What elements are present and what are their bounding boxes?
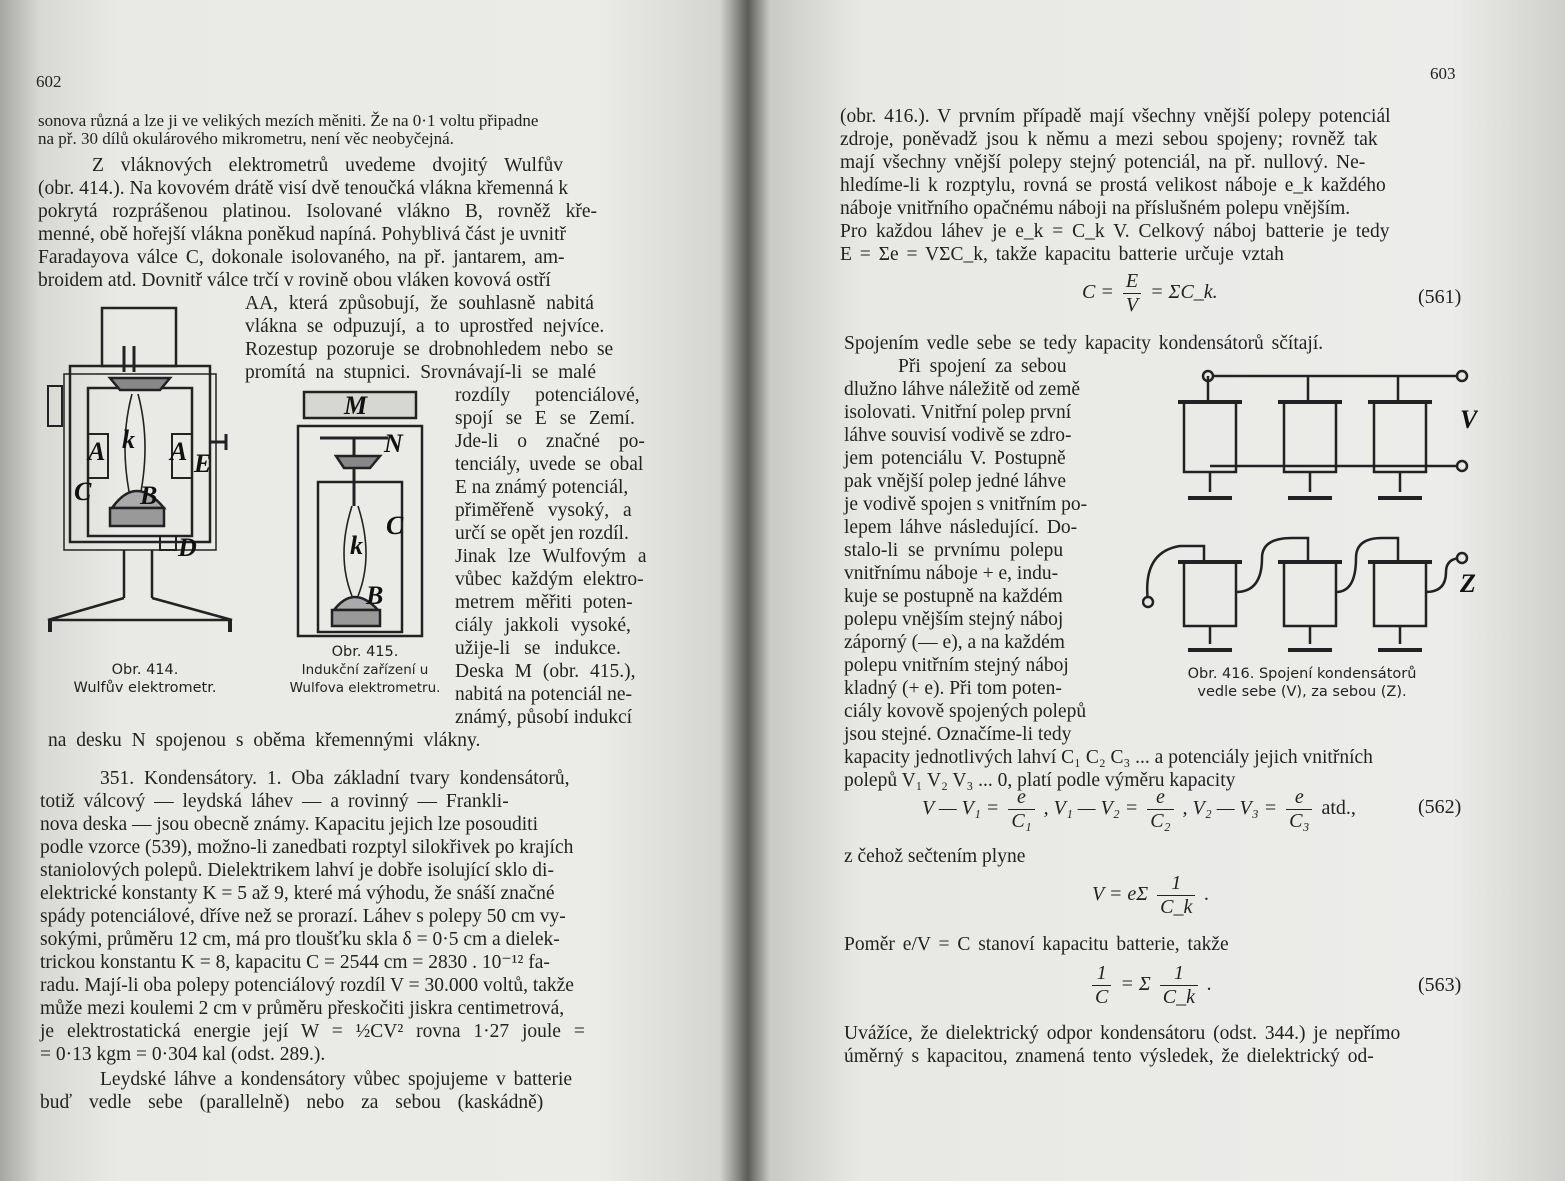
text-line: vlákna se odpuzují, a to uprostřed nejvíce. (245, 316, 605, 337)
text-line: přiměřeně vysoký, a (455, 500, 632, 521)
text-line: ciály jakkoli vysoké, (455, 615, 631, 636)
text-line: sokými, průměru 12 cm, má pro tloušťku skla δ = 0·5 cm a dielek- (40, 929, 560, 950)
eq563-mid: = Σ (1120, 973, 1151, 996)
text-line: staniolových polepů. Dielektrikem lahví je dobře isolující sklo di- (40, 860, 554, 881)
right-page (752, 0, 1565, 1181)
fig414-label-k: k (122, 425, 135, 454)
text-line: radu. Mají-li oba polepy potenciálový rozdíl V = 30.000 voltů, takže (40, 975, 574, 996)
text-line: Faradayova válce C, dokonale isolovaného, na př. jantarem, am- (38, 247, 565, 268)
text-line: buď vedle sebe (parallelně) nebo za sebou (kaskádně) (40, 1092, 544, 1113)
text-line: trickou konstantu K = 8, kapacitu C = 2544 cm = 2830 . 10⁻¹² fa- (40, 952, 550, 973)
equation-561 (1082, 270, 1218, 317)
eqsum-num: 1 (1157, 872, 1195, 896)
text-line: elektrické konstanty K = 5 až 9, které má výhodu, že snáší značné (40, 883, 555, 904)
text-line: Při spojení za sebou (898, 356, 1067, 377)
text-line: (obr. 416.). V prvním případě mají všechny vnější polepy potenciál (840, 106, 1391, 127)
text-line: nova deska — jsou obecně známy. Kapacitu jejich lze posouditi (40, 814, 539, 835)
eq561-num: E (1123, 270, 1141, 294)
page-number-left: 602 (36, 72, 62, 91)
text-line: E na známý potenciál, (455, 477, 629, 498)
eqsum-den: C_k (1160, 896, 1193, 918)
text-line: záporný (— e), a na každém (844, 632, 1065, 653)
eq562-f1-den: C₁ (1011, 810, 1032, 832)
text-line: jsou stejné. Označíme-li tedy (844, 724, 1072, 745)
eq563-den1: C (1095, 986, 1109, 1008)
text-line: zdroje, poněvadž jsou k němu a mezi sebou spojeny; rovněž tak (840, 129, 1378, 150)
text-line: náboje vnitřního opačnému náboji na příslušném polepu vnějším. (840, 198, 1351, 219)
eq563-tail: . (1206, 973, 1212, 996)
text-line: = 0·13 kgm = 0·304 kal (odst. 289.). (40, 1044, 326, 1065)
eq562-number: (562) (1418, 796, 1462, 818)
fig416-caption-title: Obr. 416. Spojení kondensátorů (1187, 666, 1417, 682)
eq563-num2: 1 (1160, 962, 1198, 986)
text-line: známý, působí indukcí (455, 707, 633, 728)
text-line: E = Σe = VΣC_k, takže kapacitu batterie určuje vztah (840, 244, 1284, 265)
text-line: mají všechny vnější polepy stejný potenciál, na př. nullový. Ne- (840, 152, 1366, 173)
text-line: úměrný s kapacitou, znamená tento výsledek, že dielektrický od- (844, 1046, 1374, 1067)
fig414-label-A: A (88, 437, 106, 466)
text-line: láhve souvisí vodivě se zdro- (844, 425, 1072, 446)
fig414-label-E: E (194, 449, 212, 478)
text-line: je vodivě spojen s vnitřním po- (844, 494, 1088, 515)
text-line: promítá na stupnici. Srovnávají-li se malé (245, 362, 597, 383)
text-line: určí se opět jen rozdíl. (455, 523, 629, 544)
text-line: Jinak lze Wulfovým a (455, 546, 647, 567)
eq562-tail: atd., (1321, 797, 1356, 820)
fig414-caption-text: Wulfův elektrometr. (73, 680, 217, 696)
fig-416-capacitor-connections (1142, 362, 1478, 658)
text-line: na desku N spojenou s oběma křemennými vlákny. (48, 730, 481, 751)
equation-562 (922, 786, 1356, 833)
text-line: může mezi koulemi 2 cm v průměru přeskočiti jiskra centimetrová, (40, 998, 565, 1019)
eq562-f1-num: e (1008, 786, 1034, 810)
text-line: z čehož sečtením plyne (844, 846, 1026, 867)
text-line: Uvážíce, že dielektrický odpor kondensátoru (odst. 344.) je nepřímo (844, 1023, 1401, 1044)
fig415-caption-text: Indukční zařízení u (301, 662, 429, 678)
text-line: sonova různá a lze ji ve velikých mezích měniti. Že na 0·1 voltu připadne (38, 111, 539, 130)
text-line: nabitá na potenciál ne- (455, 684, 633, 705)
text-line: ciály kovově spojených polepů (844, 701, 1087, 722)
text-line: kuje se postupně na každém (844, 586, 1063, 607)
text-line: jem potenciálu V. Postupně (844, 448, 1066, 469)
fig-414-electrometer (40, 296, 240, 658)
eqsum-tail: . (1204, 883, 1210, 906)
fig414-label-D: D (178, 533, 197, 562)
text-line: je elektrostatická energie její W = ½CV² rovna 1·27 joule = (40, 1021, 585, 1042)
text-line: vnitřnímu náboje + e, indu- (844, 563, 1059, 584)
eqsum-lhs: V = eΣ (1092, 883, 1149, 906)
text-line: kladný (+ e). Při tom poten- (844, 678, 1062, 699)
text-line: Spojením vedle sebe se tedy kapacity kondensátorů sčítají. (844, 333, 1324, 354)
eq561-den: V (1125, 294, 1139, 316)
eq561-rhs: = ΣC_k. (1150, 281, 1218, 304)
text-line: rozdíly potenciálové, (455, 385, 640, 406)
text-line: spády potenciálové, dříve než se prorazí. Láhev s polepy 50 cm vy- (40, 906, 566, 927)
fig415-label-k: k (350, 531, 363, 560)
fig414-label-C: C (74, 477, 92, 506)
equation-563 (1088, 962, 1212, 1009)
fig415-label-N: N (384, 429, 403, 458)
fig415-caption-title: Obr. 415. (331, 644, 399, 660)
eq563-den2: C_k (1162, 986, 1195, 1008)
fig414-label-B: B (140, 481, 158, 510)
text-line: pak vnější polep jedné láhve (844, 471, 1067, 492)
fig415-label-B: B (366, 581, 384, 610)
text-line: totiž válcový — leydská láhev — a rovinný — Frankli- (40, 791, 509, 812)
eq562-part1: V — V₁ = (922, 797, 1000, 820)
page-number-right: 603 (1430, 64, 1456, 83)
equation-sum (1092, 872, 1209, 919)
fig416-caption-text: vedle sebe (V), za sebou (Z). (1197, 684, 1407, 700)
text-line: polepů V₁ V₂ V₃ ... 0, platí podle výměru kapacity (844, 770, 1236, 791)
text-line: AA, která způsobují, že souhlasně nabitá (245, 293, 594, 314)
eq563-number: (563) (1418, 974, 1462, 996)
text-line: na př. 30 dílů okulárového mikrometru, není věc neobyčejná. (38, 129, 454, 148)
fig415-caption-text-2: Wulfova elektrometru. (289, 680, 441, 696)
fig416-label-Z: Z (1460, 569, 1476, 598)
eq561-lhs: C = (1082, 281, 1114, 304)
text-line: menné, obě hořejší vlákna poněkud napíná. Pohyblivá část je uvnitř (38, 224, 566, 245)
fig416-label-V: V (1460, 405, 1478, 434)
eq561-number: (561) (1418, 286, 1462, 308)
eq562-f3-den: C₃ (1289, 810, 1310, 832)
text-line: tenciály, uvede se obal (455, 454, 644, 475)
text-line: polepu vnitřním stejný náboj (844, 655, 1069, 676)
fig415-label-M: M (344, 391, 368, 420)
fig414-caption-title: Obr. 414. (111, 662, 179, 678)
text-line: Jde-li o značné po- (455, 431, 645, 452)
text-line: (obr. 414.). Na kovovém drátě visí dvě tenoučká vlákna křemenná k (38, 178, 569, 199)
text-line: užije-li se indukce. (455, 638, 621, 659)
text-line: hledíme-li k rozptylu, rovná se prostá velikost náboje e_k každého (840, 175, 1386, 196)
text-line: podle vzorce (539), možno-li zanedbati rozptyl silokřivek po krajích (40, 837, 574, 858)
text-line: vůbec každým elektro- (455, 569, 644, 590)
text-line: metrem měřiti poten- (455, 592, 633, 613)
text-line: polepu vnějším stejný náboj (844, 609, 1064, 630)
eq562-f3-num: e (1286, 786, 1312, 810)
text-line: Leydské láhve a kondensátory vůbec spojujeme v batterie (100, 1069, 573, 1090)
fig415-label-C: C (386, 511, 404, 540)
text-line: dlužno láhve náležitě od země (844, 379, 1081, 400)
section-heading-351: 351. Kondensátory. 1. Oba základní tvary kondensátorů, (100, 768, 570, 789)
text-line: stalo-li se prvnímu polepu (844, 540, 1064, 561)
fig-415-induction (290, 386, 430, 642)
text-line: Z vláknových elektrometrů uvedeme dvojitý Wulfův (92, 155, 563, 176)
text-line: Deska M (obr. 415.), (455, 661, 636, 682)
left-page (0, 0, 745, 1181)
text-line: Poměr e/V = C stanoví kapacitu batterie, takže (844, 934, 1229, 955)
fig414-label-A2: A (170, 437, 188, 466)
text-line: spojí se E se Zemí. (455, 408, 635, 429)
eq562-f2-den: C₂ (1150, 810, 1171, 832)
text-line: isolovati. Vnitřní polep první (844, 402, 1072, 423)
eq562-f2-num: e (1147, 786, 1173, 810)
eq562-part2: , V₁ — V₂ = (1043, 797, 1139, 820)
text-line: lepem láhve následující. Do- (844, 517, 1078, 538)
text-line: Pro každou láhev je e_k = C_k V. Celkový náboj batterie je tedy (840, 221, 1390, 242)
eq562-part3: , V₂ — V₃ = (1182, 797, 1278, 820)
text-line: Rozestup pozoruje se drobnohledem nebo se (245, 339, 614, 360)
text-line: broidem atd. Dovnitř válce trčí v rovině obou vláken kovová ostří (38, 270, 551, 291)
eq563-num1: 1 (1092, 962, 1111, 986)
text-line: kapacity jednotlivých lahví C₁ C₂ C₃ ... a potenciály jejich vnitřních (844, 747, 1373, 768)
text-line: pokrytá rozprášenou platinou. Isolované vlákno B, rovněž kře- (38, 201, 597, 222)
